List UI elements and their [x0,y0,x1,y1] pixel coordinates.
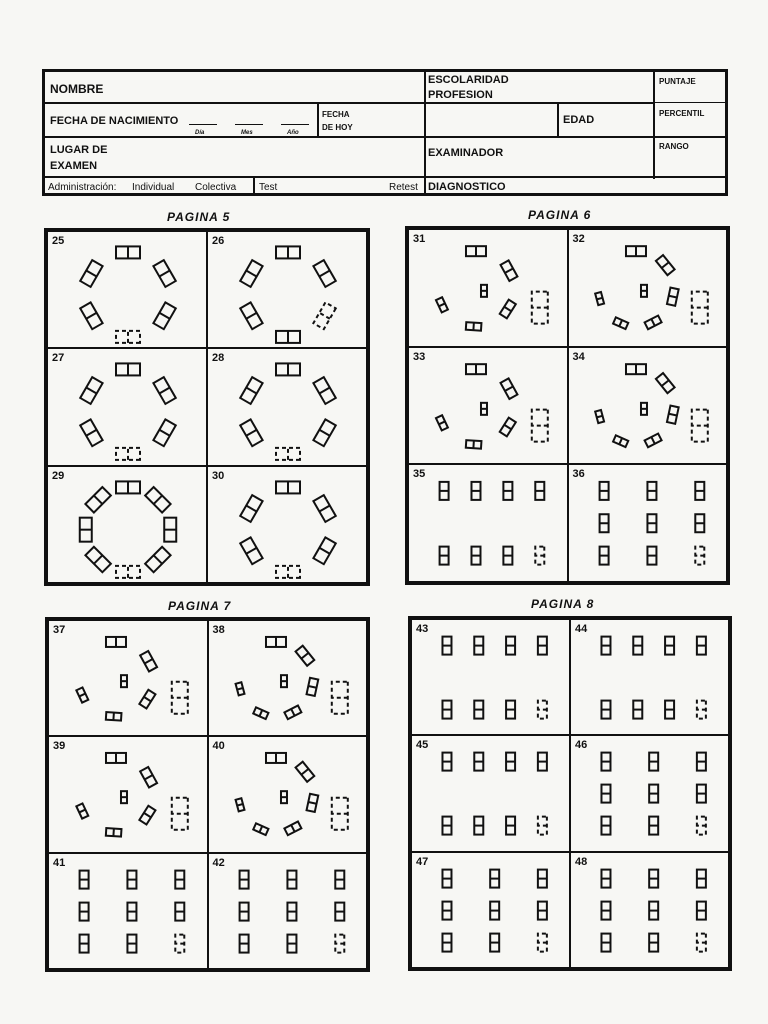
item-number: 30 [212,469,225,482]
missing-domino[interactable] [116,448,140,460]
missing-domino[interactable] [538,817,547,835]
domino [601,901,610,919]
domino [175,902,184,920]
domino [503,547,512,565]
domino [284,705,301,719]
missing-domino[interactable] [335,934,344,952]
domino [287,934,296,952]
domino [601,753,610,771]
domino [106,753,126,763]
header-divider [45,102,653,104]
domino [466,246,486,256]
item-figure [48,232,208,349]
item-figure [208,349,368,466]
domino [116,246,140,258]
domino [595,292,604,305]
missing-domino[interactable] [313,302,335,329]
diagnostico-label: DIAGNOSTICO [428,181,506,193]
domino [640,402,646,414]
domino [474,701,483,719]
domino [474,753,483,771]
item-cell [207,348,367,465]
item-number: 38 [212,624,225,636]
missing-domino[interactable] [331,682,347,714]
domino [239,902,248,920]
domino [625,246,645,256]
domino [490,901,499,919]
individual-option[interactable]: Individual [132,182,175,193]
domino [538,869,547,887]
domino [601,933,610,951]
domino [481,402,487,414]
domino [655,255,674,275]
domino [649,901,658,919]
profesion-label: PROFESION [428,89,493,101]
item-number: 45 [416,739,429,752]
item-cell [570,852,729,968]
domino [695,515,704,533]
domino [280,675,286,687]
test-option[interactable]: Test [259,182,278,193]
item-number: 35 [413,468,426,481]
domino [265,637,285,647]
domino [535,482,544,500]
domino [471,482,480,500]
domino [306,794,318,812]
ano-field[interactable] [281,124,309,125]
item-cell [411,619,570,735]
item-figure [209,737,369,853]
domino [139,806,155,825]
item-figure [49,621,209,737]
item-number: 48 [575,855,588,868]
fecha-label: FECHA [322,110,350,119]
domino [649,753,658,771]
domino [506,701,515,719]
domino [595,410,604,423]
colectiva-option[interactable]: Colectiva [195,182,237,193]
domino [140,651,157,672]
missing-domino[interactable] [697,933,706,951]
item-figure [409,348,569,466]
domino [665,637,674,655]
item-cell [207,231,367,348]
domino [80,934,89,952]
domino [647,547,656,565]
domino [313,260,335,287]
domino [501,260,518,281]
domino [599,482,608,500]
item-number: 31 [413,233,426,245]
domino [501,378,518,399]
domino [121,791,127,803]
domino [613,435,628,447]
domino [80,517,92,541]
header-divider [653,72,655,179]
domino [466,364,486,374]
missing-domino[interactable] [691,292,707,324]
item-number: 43 [416,623,429,635]
domino [276,364,300,376]
domino [442,901,451,919]
domino [153,302,175,329]
missing-domino[interactable] [331,798,347,830]
domino [240,302,262,329]
domino [153,260,175,287]
item-cell [208,736,368,852]
domino [313,537,335,564]
fecha-nacimiento-label: FECHA DE NACIMIENTO [50,115,179,127]
item-number: 26 [212,235,225,247]
domino [625,364,645,374]
domino [649,869,658,887]
domino [442,869,451,887]
domino [474,817,483,835]
domino [80,870,89,888]
domino [139,690,155,709]
domino [239,934,248,952]
missing-domino[interactable] [532,292,548,324]
edad-label: EDAD [563,114,595,126]
domino [280,791,286,803]
domino [240,495,262,522]
item-figure [412,736,571,852]
domino [490,869,499,887]
domino [506,753,515,771]
mes-label: Mes [241,130,253,136]
missing-domino[interactable] [697,817,706,835]
domino [85,487,110,512]
item-cell [568,347,728,465]
domino [647,482,656,500]
item-number: 39 [53,740,66,753]
item-number: 36 [572,468,585,481]
retest-option[interactable]: Retest [389,182,418,193]
item-cell [570,619,729,735]
domino [601,785,610,803]
header-form [42,69,728,196]
item-figure [571,736,730,852]
domino [85,546,110,571]
domino [116,481,140,493]
item-figure [412,620,571,736]
missing-domino[interactable] [172,682,188,714]
domino [80,420,102,447]
header-divider [557,102,559,136]
item-cell [47,348,207,465]
item-figure [48,349,208,466]
item-cell [408,347,568,465]
domino [106,828,122,837]
item-cell [570,735,729,851]
domino [471,547,480,565]
domino [644,433,661,447]
domino [644,316,661,330]
domino [235,682,244,695]
page-title: PAGINA 6 [528,208,592,222]
domino [649,785,658,803]
ano-label: Año [287,130,299,136]
item-figure [209,621,369,737]
domino [276,481,300,493]
domino [76,687,88,702]
item-cell [208,620,368,736]
item-number: 46 [575,739,588,752]
domino [500,417,516,436]
domino [80,302,102,329]
domino [500,300,516,319]
domino [253,707,268,719]
missing-domino[interactable] [695,547,704,565]
item-number: 25 [52,235,65,247]
lugar-de-label: LUGAR DE [50,144,108,156]
domino [127,870,136,888]
domino [287,902,296,920]
domino [175,870,184,888]
domino [601,637,610,655]
page-7-grid [45,617,370,972]
page-8-grid [408,616,732,971]
rango-label: RANGO [659,142,689,151]
missing-domino[interactable] [276,448,300,460]
domino [121,675,127,687]
missing-domino[interactable] [532,409,548,441]
domino [601,701,610,719]
domino [313,377,335,404]
item-cell [408,229,568,347]
item-cell [48,853,208,969]
domino [506,637,515,655]
domino [440,482,449,500]
item-cell [47,466,207,583]
item-figure [409,230,569,348]
missing-domino[interactable] [697,701,706,719]
item-cell [568,464,728,582]
item-cell [568,229,728,347]
domino [601,817,610,835]
item-number: 33 [413,350,426,363]
missing-domino[interactable] [538,701,547,719]
domino [466,440,482,449]
domino [313,420,335,447]
item-number: 32 [572,233,585,245]
domino [240,260,262,287]
item-figure [48,467,208,584]
domino [599,547,608,565]
domino [80,902,89,920]
missing-domino[interactable] [276,566,300,578]
item-figure [49,737,209,853]
page-title: PAGINA 7 [168,599,232,613]
header-divider [45,136,727,138]
domino [287,870,296,888]
domino [599,515,608,533]
item-figure [569,230,729,348]
header-divider [653,102,727,103]
page-6-grid [405,226,730,585]
missing-domino[interactable] [535,547,544,565]
domino [697,869,706,887]
administracion-label: Administración: [48,182,117,193]
domino [442,637,451,655]
item-cell [47,231,207,348]
item-figure [571,853,730,969]
domino [640,285,646,297]
domino [442,753,451,771]
domino [503,482,512,500]
domino [506,817,515,835]
missing-domino[interactable] [172,798,188,830]
item-cell [207,466,367,583]
page-5-grid [44,228,370,586]
domino [145,546,170,571]
domino [538,753,547,771]
domino [436,415,448,430]
nombre-label: NOMBRE [50,82,104,96]
domino [240,420,262,447]
item-figure [412,853,571,969]
domino [240,537,262,564]
dia-field[interactable] [189,124,217,125]
domino [666,288,678,306]
examen-label: EXAMEN [50,160,98,172]
percentil-label: PERCENTIL [659,109,705,118]
item-number: 34 [572,350,585,363]
domino [145,487,170,512]
domino [276,331,300,343]
missing-domino[interactable] [691,409,707,441]
item-cell [208,853,368,969]
domino [140,767,157,788]
domino [649,817,658,835]
item-figure [208,467,368,584]
item-number: 42 [212,856,225,869]
domino [235,799,244,812]
domino [153,420,175,447]
item-number: 37 [53,624,66,636]
item-number: 47 [416,855,429,868]
item-number: 28 [212,352,225,365]
domino [474,637,483,655]
domino [538,637,547,655]
item-cell [411,852,570,968]
item-figure [569,465,729,583]
domino [164,517,176,541]
domino [253,824,268,836]
domino [655,373,674,393]
domino [295,646,314,666]
domino [442,817,451,835]
domino [436,297,448,312]
domino [284,822,301,836]
domino [442,933,451,951]
puntaje-label: PUNTAJE [659,77,696,86]
item-figure [409,465,569,583]
domino [295,762,314,782]
domino [697,785,706,803]
domino [106,637,126,647]
page-title: PAGINA 8 [531,597,595,611]
header-divider [253,178,255,194]
item-cell [408,464,568,582]
item-number: 44 [575,623,588,635]
domino [240,377,262,404]
domino [633,637,642,655]
item-figure [571,620,730,736]
domino [601,869,610,887]
mes-field[interactable] [235,124,263,125]
domino [697,637,706,655]
item-figure [208,232,368,349]
page-title: PAGINA 5 [167,210,231,224]
domino [306,678,318,696]
item-figure [569,348,729,466]
header-divider [45,176,727,178]
item-figure [209,854,369,970]
domino [613,317,628,329]
domino [665,701,674,719]
domino [80,260,102,287]
examinador-label: EXAMINADOR [428,147,504,159]
domino [127,902,136,920]
domino [265,753,285,763]
dia-label: Día [195,130,205,136]
domino [440,547,449,565]
domino [697,753,706,771]
item-cell [411,735,570,851]
domino [466,322,482,331]
domino [538,901,547,919]
domino [313,495,335,522]
domino [335,870,344,888]
item-number: 41 [53,856,66,869]
domino [127,934,136,952]
item-number: 27 [52,352,65,365]
domino [153,377,175,404]
domino [76,804,88,819]
domino [481,285,487,297]
escolaridad-label: ESCOLARIDAD [428,74,509,86]
domino [80,377,102,404]
domino [633,701,642,719]
domino [490,933,499,951]
domino [697,901,706,919]
item-number: 40 [212,740,225,753]
missing-domino[interactable] [538,933,547,951]
domino [649,933,658,951]
domino [647,515,656,533]
item-number: 29 [52,469,65,482]
header-divider [317,102,319,136]
missing-domino[interactable] [116,566,140,578]
domino [335,902,344,920]
missing-domino[interactable] [116,331,140,343]
domino [116,364,140,376]
domino [239,870,248,888]
domino [276,246,300,258]
item-cell [48,736,208,852]
domino [695,482,704,500]
item-cell [48,620,208,736]
de-hoy-label: DE HOY [322,123,353,132]
item-figure [49,854,209,970]
domino [106,712,122,721]
domino [442,701,451,719]
domino [666,405,678,423]
missing-domino[interactable] [175,934,184,952]
